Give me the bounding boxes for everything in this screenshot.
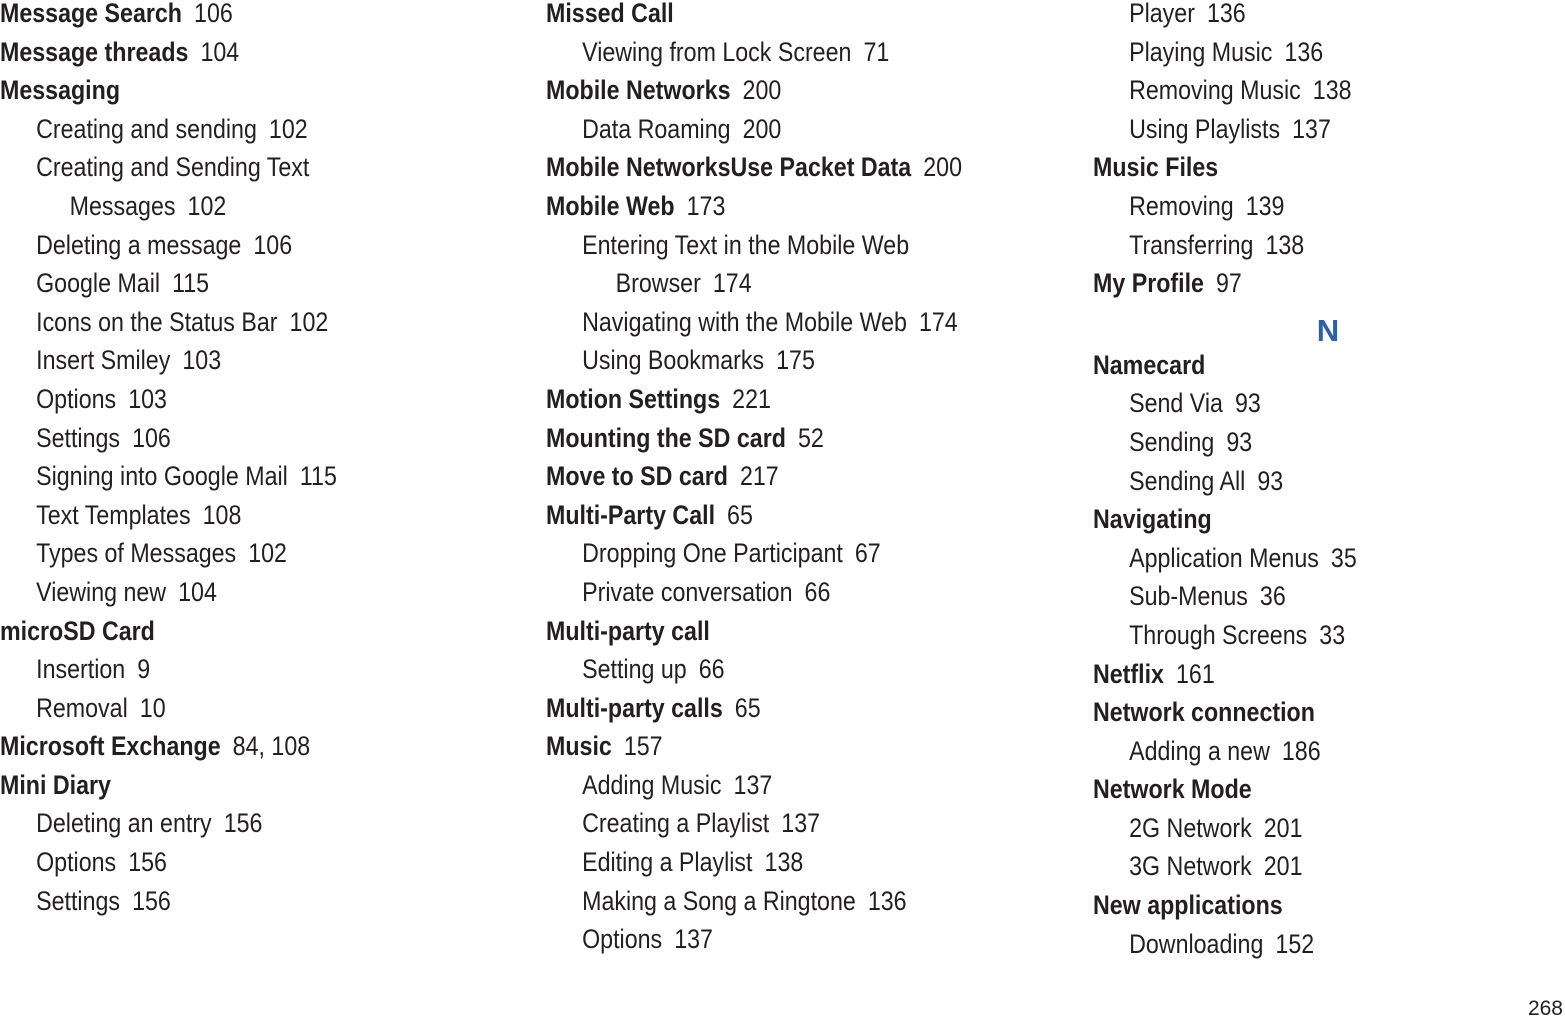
page-reference[interactable]: 136 xyxy=(1206,0,1246,28)
index-subentry xyxy=(0,885,464,927)
index-term: Deleting an entry xyxy=(36,808,212,839)
index-term: Removing xyxy=(1129,190,1234,221)
index-term: microSD Card xyxy=(0,615,155,646)
index-term: Insert Smiley xyxy=(36,345,171,376)
index-subentry xyxy=(0,422,464,464)
index-subentry xyxy=(1093,735,1497,777)
page-reference[interactable]: 102 xyxy=(268,113,308,144)
index-subentry xyxy=(1093,928,1497,970)
index-term: Using Playlists xyxy=(1129,113,1281,144)
index-term: Google Mail xyxy=(36,268,161,299)
index-entry xyxy=(546,422,1010,464)
index-term: Viewing from Lock Screen xyxy=(582,36,852,67)
index-term: Music xyxy=(546,731,612,762)
index-subentry xyxy=(546,36,1010,78)
index-term: Icons on the Status Bar xyxy=(36,306,278,337)
index-subentry xyxy=(1093,113,1497,155)
page-reference[interactable]: 102 xyxy=(187,190,227,221)
index-subentry xyxy=(0,499,464,541)
page-reference[interactable]: 138 xyxy=(764,847,804,878)
index-subentry xyxy=(0,306,464,348)
index-term: Navigating xyxy=(1093,504,1212,535)
index-subentry xyxy=(1093,426,1497,468)
index-term: Mini Diary xyxy=(0,769,111,800)
index-term: Insertion xyxy=(36,654,126,685)
page-reference[interactable]: 115 xyxy=(299,461,337,492)
index-subentry xyxy=(546,540,1010,579)
page-reference[interactable]: 200 xyxy=(923,152,963,183)
index-entry xyxy=(546,0,1010,39)
index-term: 2G Network xyxy=(1129,812,1252,843)
index-subentry xyxy=(0,576,464,618)
index-subentry xyxy=(0,849,464,888)
index-subentry xyxy=(1093,229,1497,271)
index-term: Creating and sending xyxy=(36,113,257,144)
page-reference[interactable]: 217 xyxy=(739,461,779,492)
index-subentry xyxy=(0,463,464,502)
index-entry xyxy=(546,733,1010,772)
index-subentry xyxy=(1093,465,1497,507)
index-subentry xyxy=(1093,0,1497,39)
index-term: Messaging xyxy=(0,75,121,106)
page-reference[interactable]: 84, 108 xyxy=(232,731,311,762)
page-reference[interactable]: 10 xyxy=(139,692,166,723)
index-subentry xyxy=(546,849,1010,888)
index-term: Creating a Playlist xyxy=(582,808,770,839)
index-subentry xyxy=(546,926,1010,965)
index-term: Navigating with the Mobile Web xyxy=(582,306,907,337)
index-term: Using Bookmarks xyxy=(582,345,765,376)
index-entry xyxy=(546,154,1010,193)
index-subentry xyxy=(0,113,464,155)
page-reference[interactable]: 106 xyxy=(253,229,293,260)
index-subentry xyxy=(0,190,464,232)
page-reference[interactable]: 139 xyxy=(1245,190,1285,221)
index-subentry xyxy=(546,769,1010,811)
index-subentry xyxy=(1093,77,1497,116)
page-reference[interactable]: 200 xyxy=(742,113,782,144)
index-entry xyxy=(546,190,1010,232)
index-entry xyxy=(1093,270,1497,309)
index-term: Setting up xyxy=(582,654,687,685)
index-term: Mobile Networks xyxy=(546,75,731,106)
page-reference[interactable]: 174 xyxy=(712,268,752,299)
index-term: Removing Music xyxy=(1129,75,1301,106)
index-term: My Profile xyxy=(1093,268,1204,299)
index-term: Types of Messages xyxy=(36,538,237,569)
index-subentry xyxy=(546,347,1010,386)
index-term: Transferring xyxy=(1129,229,1254,260)
index-term: Move to SD card xyxy=(546,461,728,492)
index-subentry xyxy=(1093,542,1497,584)
index-entry xyxy=(1093,658,1497,700)
page-reference[interactable]: 33 xyxy=(1319,619,1346,650)
index-subentry xyxy=(546,229,1010,271)
index-subentry xyxy=(1093,583,1497,622)
index-term: Editing a Playlist xyxy=(582,847,753,878)
page-reference[interactable]: 173 xyxy=(686,190,726,221)
index-term: Mobile Web xyxy=(546,190,675,221)
index-term: Adding Music xyxy=(582,769,722,800)
index-entry xyxy=(0,0,464,39)
index-term: Sub-Menus xyxy=(1129,581,1248,612)
index-term: Settings xyxy=(36,422,121,453)
index-term: Viewing new xyxy=(36,576,167,607)
index-subentry xyxy=(0,810,464,849)
index-subentry xyxy=(0,229,464,271)
page-reference[interactable]: 137 xyxy=(674,924,713,955)
index-entry xyxy=(1093,349,1497,391)
index-term: Network Mode xyxy=(1093,774,1252,805)
index-subentry xyxy=(546,113,1010,155)
page-reference[interactable]: 136 xyxy=(1284,36,1324,67)
page-reference[interactable]: 104 xyxy=(200,36,240,67)
index-term: Private conversation xyxy=(582,576,793,607)
page-reference[interactable]: 66 xyxy=(804,576,831,607)
index-term: Dropping One Participant xyxy=(582,538,843,569)
index-term: Motion Settings xyxy=(546,383,721,414)
index-term: Network connection xyxy=(1093,697,1315,728)
page-reference[interactable]: 137 xyxy=(733,769,773,800)
index-term: Send Via xyxy=(1129,388,1223,419)
index-term: Removal xyxy=(36,692,128,723)
page-reference[interactable]: 138 xyxy=(1312,75,1352,106)
index-term: Options xyxy=(582,924,663,955)
index-entry xyxy=(1093,506,1497,545)
index-term: Text Templates xyxy=(36,499,191,530)
index-entry xyxy=(1093,154,1497,193)
index-entry xyxy=(546,463,1010,502)
index-term: 3G Network xyxy=(1129,851,1252,882)
index-entry xyxy=(1093,776,1497,815)
page-reference[interactable]: 93 xyxy=(1234,388,1261,419)
index-term: Making a Song a Ringtone xyxy=(582,885,856,916)
index-subentry xyxy=(546,810,1010,849)
page-reference[interactable]: 156 xyxy=(223,808,263,839)
page-reference[interactable]: 137 xyxy=(781,808,821,839)
page-reference[interactable]: 66 xyxy=(698,654,725,685)
index-subentry xyxy=(1093,812,1497,854)
index-term: Adding a new xyxy=(1129,735,1270,766)
index-term: Multi-party call xyxy=(546,615,710,646)
index-subentry xyxy=(0,692,464,734)
index-term: Application Menus xyxy=(1129,542,1319,573)
page-reference[interactable]: 104 xyxy=(178,576,217,607)
index-term: Microsoft Exchange xyxy=(0,731,221,762)
page-reference[interactable]: 221 xyxy=(732,383,771,414)
page-reference[interactable]: 201 xyxy=(1263,812,1303,843)
index-term: Sending All xyxy=(1129,465,1246,496)
index-subentry xyxy=(546,576,1010,618)
index-column-1 xyxy=(0,0,540,926)
page-reference[interactable]: 156 xyxy=(128,847,167,878)
page-reference[interactable]: 152 xyxy=(1275,928,1315,959)
page-reference[interactable]: 97 xyxy=(1216,268,1242,299)
index-entry xyxy=(546,77,1010,116)
index-term: Deleting a message xyxy=(36,229,242,260)
index-term: Through Screens xyxy=(1129,619,1308,650)
page-reference[interactable]: 161 xyxy=(1176,658,1215,689)
index-subentry xyxy=(0,347,464,386)
index-entry xyxy=(1093,892,1497,931)
index-term: Message threads xyxy=(0,36,189,67)
page-reference[interactable]: 35 xyxy=(1330,542,1357,573)
index-term: Sending xyxy=(1129,426,1215,457)
index-term: Signing into Google Mail xyxy=(36,461,288,492)
index-term: Multi-party calls xyxy=(546,692,723,723)
index-term: Options xyxy=(36,383,117,414)
page-reference[interactable]: 115 xyxy=(172,268,210,299)
index-entry xyxy=(0,733,464,772)
index-term: New applications xyxy=(1093,890,1283,921)
index-column-3 xyxy=(1093,0,1563,969)
page-reference[interactable]: 103 xyxy=(128,383,167,414)
page-reference[interactable]: 108 xyxy=(202,499,242,530)
index-subentry xyxy=(1093,390,1497,429)
index-term: Data Roaming xyxy=(582,113,731,144)
index-term: Player xyxy=(1129,0,1195,28)
index-term: Multi-Party Call xyxy=(546,499,716,530)
index-entry xyxy=(546,692,1010,734)
page-reference[interactable]: 138 xyxy=(1265,229,1305,260)
index-term: Missed Call xyxy=(546,0,674,28)
index-term: Downloading xyxy=(1129,928,1264,959)
index-subentry xyxy=(0,656,464,695)
page-reference[interactable]: 67 xyxy=(854,538,881,569)
index-term: Netflix xyxy=(1093,658,1164,689)
page-reference[interactable]: 36 xyxy=(1259,581,1286,612)
page-reference[interactable]: 157 xyxy=(623,731,663,762)
index-term: Settings xyxy=(36,885,121,916)
page-reference[interactable]: 156 xyxy=(132,885,171,916)
page-reference[interactable]: 52 xyxy=(797,422,824,453)
index-subentry xyxy=(0,540,464,579)
page-reference[interactable]: 175 xyxy=(776,345,815,376)
page-reference[interactable]: 200 xyxy=(742,75,782,106)
index-entry xyxy=(0,77,464,116)
page-reference[interactable]: 9 xyxy=(137,654,151,685)
page-reference[interactable]: 103 xyxy=(182,345,222,376)
index-subentry xyxy=(1093,853,1497,892)
page-reference[interactable]: 102 xyxy=(248,538,287,569)
index-subentry xyxy=(546,306,1010,348)
index-term: Options xyxy=(36,847,117,878)
index-entry xyxy=(1093,699,1497,738)
page-reference[interactable]: 174 xyxy=(918,306,958,337)
index-subentry xyxy=(1093,190,1497,232)
page-reference[interactable]: 136 xyxy=(867,885,907,916)
page-reference[interactable]: 106 xyxy=(194,0,233,28)
index-entry xyxy=(0,36,464,78)
page-reference[interactable]: 106 xyxy=(132,422,171,453)
index-term: Creating and Sending Text xyxy=(36,152,310,183)
index-subentry xyxy=(0,270,464,309)
index-column-2 xyxy=(546,0,1086,965)
index-term: Browser xyxy=(615,268,701,299)
index-entry xyxy=(546,383,1010,425)
page-reference[interactable]: 65 xyxy=(727,499,753,530)
index-term: Message Search xyxy=(0,0,182,28)
page-reference[interactable]: 93 xyxy=(1226,426,1253,457)
page-number: 268 xyxy=(1527,997,1563,1020)
page-reference[interactable]: 137 xyxy=(1292,113,1331,144)
page-reference[interactable]: 71 xyxy=(863,36,890,67)
page-reference[interactable]: 201 xyxy=(1263,851,1303,882)
index-term: Mounting the SD card xyxy=(546,422,786,453)
index-entry xyxy=(546,499,1010,541)
index-subentry xyxy=(546,270,1010,309)
section-letter-heading: N xyxy=(1316,312,1340,348)
index-subentry xyxy=(546,656,1010,695)
page-reference[interactable]: 102 xyxy=(289,306,329,337)
index-subentry xyxy=(0,154,464,193)
index-term: Messages xyxy=(69,190,176,221)
index-subentry xyxy=(0,383,464,425)
index-subentry xyxy=(1093,36,1497,78)
index-entry xyxy=(0,769,464,811)
index-term: Entering Text in the Mobile Web xyxy=(582,229,910,260)
index-term: Playing Music xyxy=(1129,36,1273,67)
index-term: Music Files xyxy=(1093,152,1219,183)
index-subentry xyxy=(546,885,1010,927)
index-subentry xyxy=(1093,619,1497,661)
page-reference[interactable]: 93 xyxy=(1257,465,1284,496)
index-term: Mobile NetworksUse Packet Data xyxy=(546,152,912,183)
page-reference[interactable]: 65 xyxy=(734,692,761,723)
index-entry xyxy=(546,615,1010,657)
page-reference[interactable]: 186 xyxy=(1281,735,1321,766)
index-entry xyxy=(0,615,464,657)
index-term: Namecard xyxy=(1093,349,1206,380)
